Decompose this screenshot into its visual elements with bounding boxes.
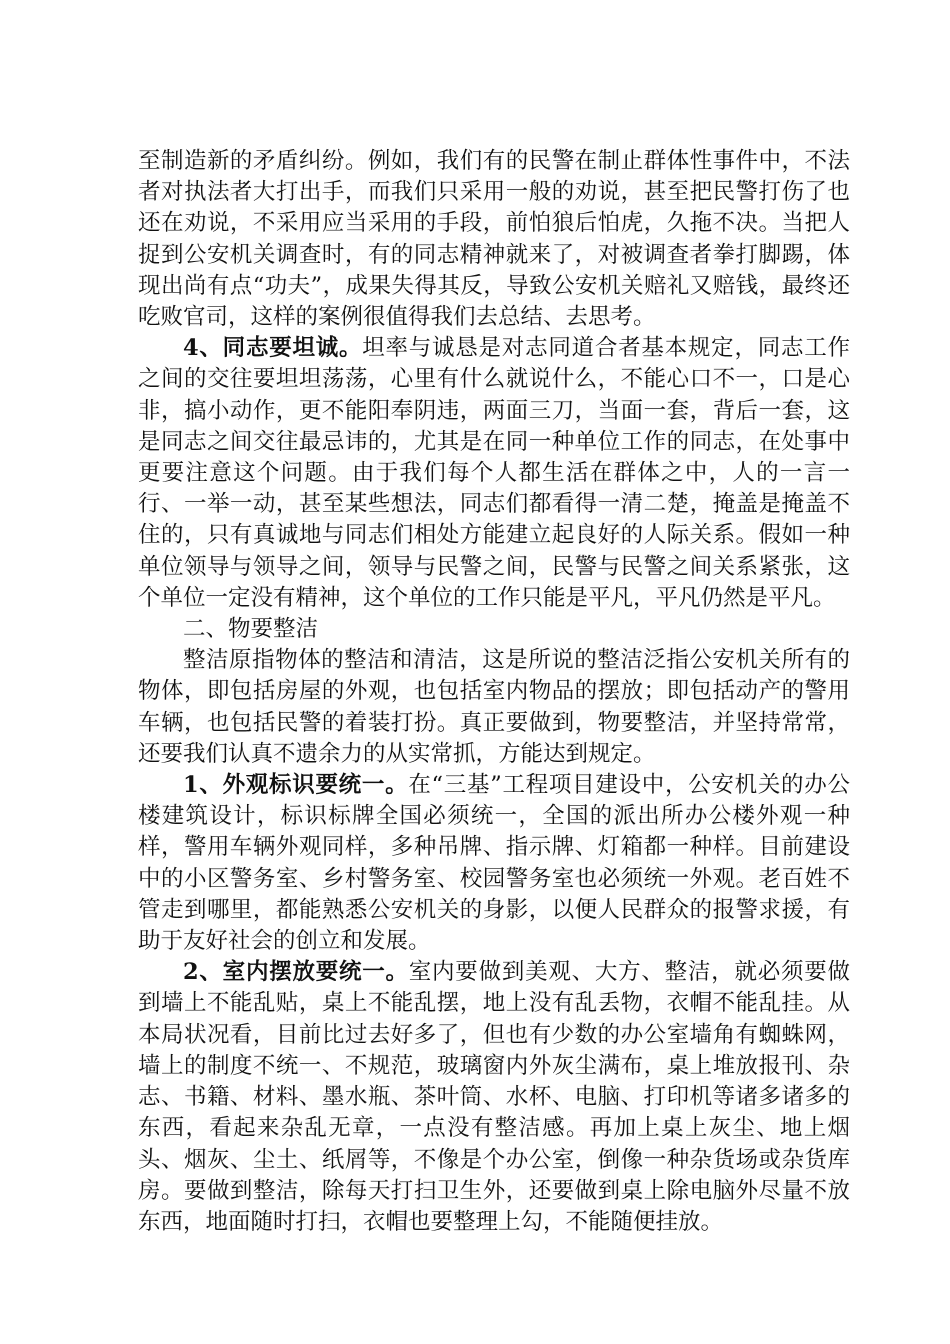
subheading-comrades-candor: 4、同志要坦诚。 [183, 335, 363, 362]
section-heading: 二、物要整洁 [183, 616, 319, 643]
paragraph-tidiness-intro: 整洁原指物体的整洁和清洁，这是所说的整洁泛指公安机关所有的物体，即包括房屋的外观，也包括室内物品的摆放；即包括动产的警用车辆，也包括民警的着装打扮。真正要做到，物要整洁，并坚持常常，还要我们认真不遗余力的从实常抓，方能达到规定。 [138, 647, 850, 767]
paragraph-text: 坦率与诚恳是对志同道合者基本规定，同志工作之间的交往要坦坦荡荡，心里有什么就说什么，不能心口不一，口是心非，搞小动作，更不能阳奉阴违，两面三刀，当面一套，背后一套，这是同志之间交往最忌讳的，尤其是在同一种单位工作的同志，在处事中更要注意这个问题。由于我们每个人都生活在群体之中，人的一言一行、一举一动，甚至某些想法，同志们都看得一清二楚，掩盖是掩盖不住的，只有真诚地与同志们相处方能建立起良好的人际关系。假如一种单位领导与领导之间，领导与民警之间，民警与民警之间关系紧张，这个单位一定没有精神，这个单位的工作只能是平凡，平凡仍然是平凡。 [138, 335, 850, 611]
paragraph-text: 在“三基”工程项目建设中，公安机关的办公楼建筑设计，标识标牌全国必须统一，全国的派出所办公楼外观一种样，警用车辆外观同样，多种吊牌、指示牌、灯箱都一种样。目前建设中的小区警务室、乡村警务室、校园警务室也必须统一外观。老百姓不管走到哪里，都能熟悉公安机关的身影，以便人民群众的报警求援，有助于友好社会的创立和发展。 [138, 772, 850, 955]
paragraph-comrades-candor [138, 333, 850, 614]
subheading-indoor-arrangement: 2、室内摆放要统一。 [183, 959, 409, 986]
paragraph-text: 室内要做到美观、大方、整洁，就必须要做到墙上不能乱贴，桌上不能乱摆，地上没有乱丢物，衣帽不能乱挂。从本局状况看，目前比过去好多了，但也有少数的办公室墙角有蜘蛛网，墙上的制度不统一、不规范，玻璃窗内外灰尘满布，桌上堆放报刊、杂志、书籍、材料、墨水瓶、茶叶筒、水杯、电脑、打印机等诸多诸多的东西，看起来杂乱无章，一点没有整洁感。再加上桌上灰尘、地上烟头、烟灰、尘土、纸屑等，不像是个办公室，倒像一种杂货场或杂货库房。要做到整洁，除每天打扫卫生外，还要做到桌上除电脑外尽量不放东西，地面随时打扫，衣帽也要整理上勾，不能随便挂放。 [138, 959, 850, 1235]
paragraph-indoor-arrangement [138, 957, 850, 1238]
paragraph-exterior-signage [138, 770, 850, 957]
document-body [138, 146, 850, 1238]
paragraph-continuation: 至制造新的矛盾纠纷。例如，我们有的民警在制止群体性事件中，不法者对执法者大打出手，而我们只采用一般的劝说，甚至把民警打伤了也还在劝说，不采用应当采用的手段，前怕狼后怕虎，久拖不决。当把人捉到公安机关调查时，有的同志精神就来了，对被调查者拳打脚踢，体现出尚有点“功夫”，成果失得其反，导致公安机关赔礼又赔钱，最终还吃败官司，这样的案例很值得我们去总结、去思考。 [138, 148, 850, 331]
subheading-exterior-signage: 1、外观标识要统一。 [183, 772, 409, 799]
